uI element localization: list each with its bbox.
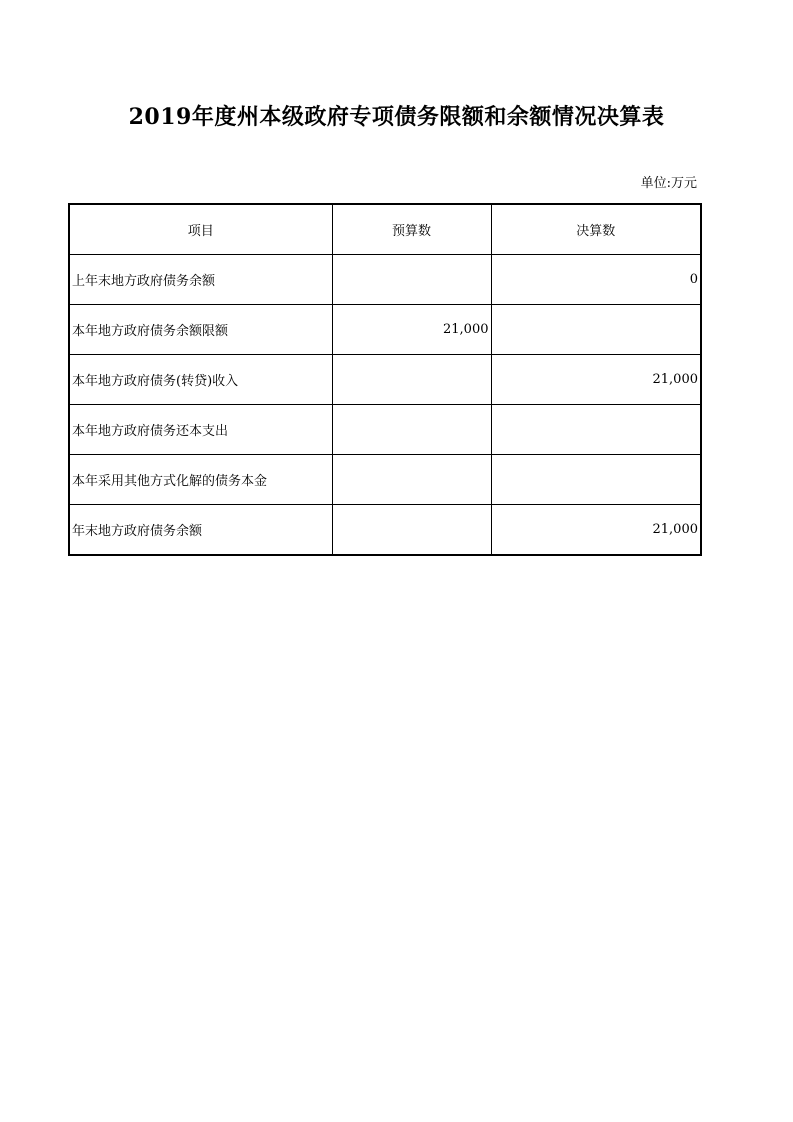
row-item-label: 本年地方政府债务(转贷)收入 [69, 355, 332, 405]
document-title: 2019年度州本级政府专项债务限额和余额情况决算表 [128, 104, 665, 130]
header-final: 决算数 [491, 204, 701, 255]
table-row [69, 355, 701, 405]
row-item-label: 本年地方政府债务余额限额 [69, 305, 332, 355]
table-row [69, 255, 701, 305]
row-item-label: 年末地方政府债务余额 [69, 505, 332, 556]
row-budget-value [332, 355, 491, 405]
table-row [69, 305, 701, 355]
table-row [69, 505, 701, 556]
row-budget-value: 21,000 [332, 305, 491, 355]
row-final-value [491, 305, 701, 355]
row-budget-value [332, 455, 491, 505]
row-budget-value [332, 405, 491, 455]
debt-table [68, 203, 702, 556]
table-row [69, 455, 701, 505]
table-row [69, 405, 701, 455]
row-final-value [491, 455, 701, 505]
row-item-label: 本年地方政府债务还本支出 [69, 405, 332, 455]
header-budget: 预算数 [332, 204, 491, 255]
row-item-label: 上年末地方政府债务余额 [69, 255, 332, 305]
row-final-value: 0 [491, 255, 701, 305]
row-budget-value [332, 505, 491, 556]
row-final-value [491, 405, 701, 455]
table-header-row [69, 204, 701, 255]
unit-label: 单位:万元 [640, 176, 697, 191]
row-item-label: 本年采用其他方式化解的债务本金 [69, 455, 332, 505]
row-final-value: 21,000 [491, 355, 701, 405]
row-final-value: 21,000 [491, 505, 701, 556]
row-budget-value [332, 255, 491, 305]
header-item: 项目 [69, 204, 332, 255]
